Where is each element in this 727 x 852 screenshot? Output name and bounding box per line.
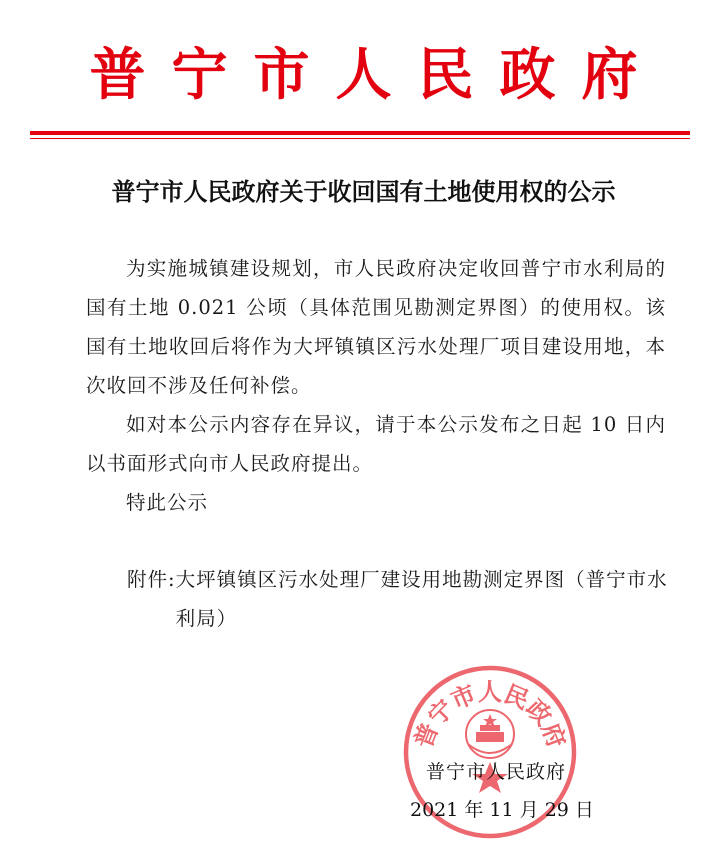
seal-arc-textpath: 普宁市人民政府	[408, 677, 572, 752]
signature-date: 2021 年 11 月 29 日	[410, 799, 594, 821]
masthead-rule-thin	[30, 138, 690, 139]
signature-org: 普宁市人民政府	[426, 761, 567, 783]
attachment-text: 大坪镇镇区污水处理厂建设用地勘测定界图（普宁市水利局）	[175, 568, 668, 630]
paragraph-text: 如对本公示内容存在异议，请于本公示发布之日起 10 日内以书面形式向市人民政府提出。	[86, 413, 666, 475]
national-emblem-icon	[466, 710, 514, 758]
paragraph-decision	[86, 249, 666, 405]
attachment-label: 附件:	[127, 568, 176, 591]
masthead-rule-thick	[30, 131, 690, 135]
attachment-line	[127, 560, 672, 638]
paragraph-objection	[86, 405, 666, 483]
masthead-org-name: 普宁市人民政府	[89, 42, 664, 108]
paragraph-text: 为实施城镇建设规划，市人民政府决定收回普宁市水利局的国有土地 0.021 公顷（具体范围见勘测定界图）的使用权。该国有土地收回后将作为大坪镇镇区污水处理厂项目建设用地，本次收回不涉及任何补偿。	[86, 257, 666, 397]
document-title: 普宁市人民政府关于收回国有土地使用权的公示	[111, 177, 616, 206]
paragraph-text: 特此公示	[126, 491, 209, 514]
paragraph-closing	[86, 483, 666, 522]
